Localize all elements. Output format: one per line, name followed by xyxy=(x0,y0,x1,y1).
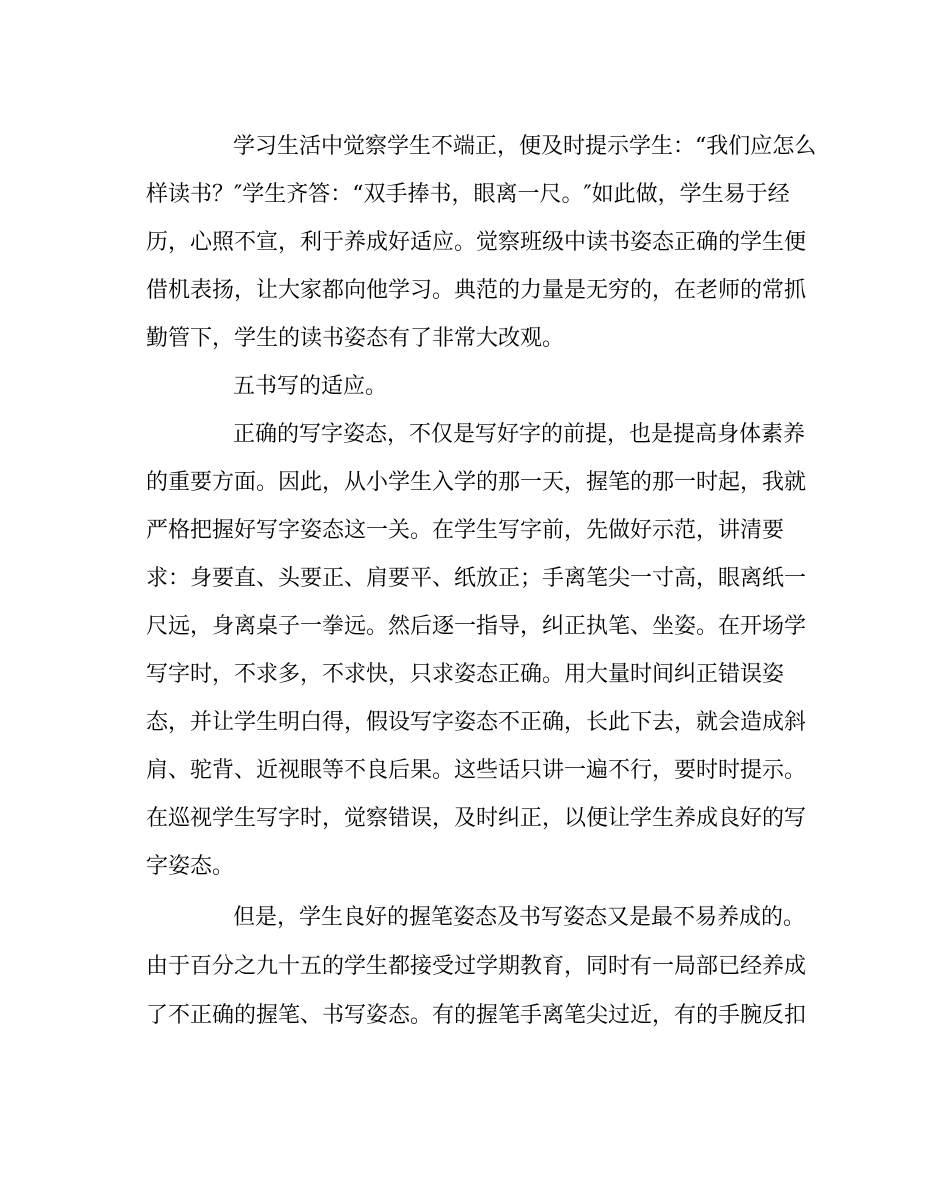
text-line: 肩、驼背、近视眼等不良后果。这些话只讲一遍不行，要时时提示。 xyxy=(146,758,807,783)
text-line: 了不正确的握笔、书写姿态。有的握笔手离笔尖过近，有的手腕反扣 xyxy=(146,1003,807,1028)
text-line: 由于百分之九十五的学生都接受过学期教育，同时有一局部已经养成 xyxy=(146,954,807,979)
section-heading: 五书写的适应。 xyxy=(233,374,388,399)
text-line: 在巡视学生写字时，觉察错误，及时纠正，以便让学生养成良好的写 xyxy=(146,806,807,831)
text-line: 借机表扬，让大家都向他学习。典范的力量是无穷的，在老师的常抓 xyxy=(146,278,807,303)
text-line: 态，并让学生明白得，假设写字姿态不正确，长此下去，就会造成斜 xyxy=(146,710,807,735)
text-line: 严格把握好写字姿态这一关。在学生写字前，先做好示范，讲清要 xyxy=(146,518,785,543)
text-line: 但是，学生良好的握笔姿态及书写姿态又是最不易养成的。 xyxy=(233,905,806,930)
text-line: 字姿态。 xyxy=(146,854,235,879)
text-line: 历，心照不宣，利于养成好适应。觉察班级中读书姿态正确的学生便 xyxy=(146,230,807,255)
text-line: 样读书？″学生齐答：“双手捧书，眼离一尺。″如此做，学生易于经 xyxy=(146,182,790,207)
text-line: 写字时，不求多，不求快，只求姿态正确。用大量时间纠正错误姿 xyxy=(146,662,785,687)
text-line: 的重要方面。因此，从小学生入学的那一天，握笔的那一时起，我就 xyxy=(146,470,807,495)
text-line: 勤管下，学生的读书姿态有了非常大改观。 xyxy=(146,326,565,351)
text-line: 正确的写字姿态，不仅是写好字的前提，也是提高身体素养 xyxy=(233,422,806,447)
text-line: 学习生活中觉察学生不端正，便及时提示学生：“我们应怎么 xyxy=(233,134,817,159)
text-line: 尺远，身离桌子一拳远。然后逐一指导，纠正执笔、坐姿。在开场学 xyxy=(146,614,807,639)
text-line: 求：身要直、头要正、肩要平、纸放正；手离笔尖一寸高，眼离纸一 xyxy=(146,566,807,591)
